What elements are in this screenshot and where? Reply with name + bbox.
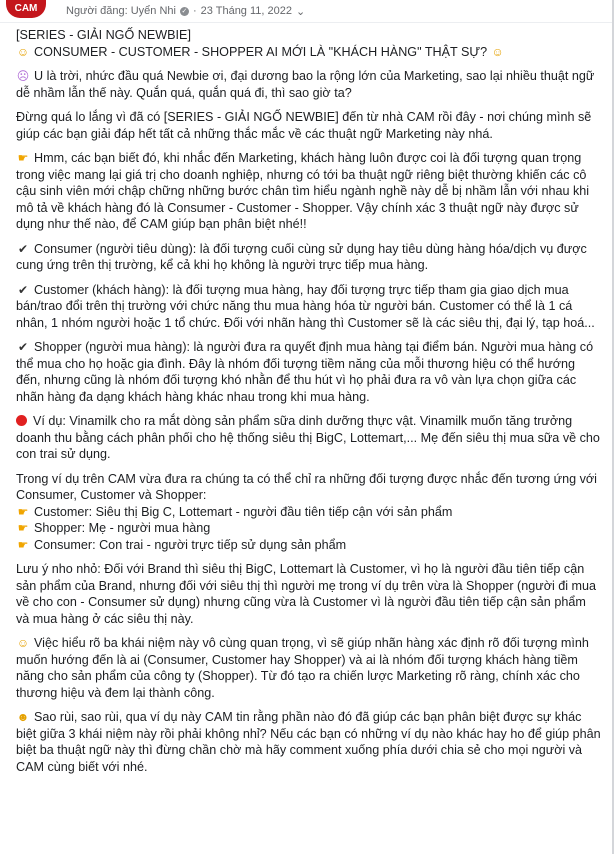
paragraph-example-intro: Trong ví dụ trên CAM vừa đưa ra chúng ta có thể chỉ ra những đối tượng được nhắc đến tương ứng với Consumer, Customer và Shopper:: [16, 471, 597, 502]
pointing-hand-icon: ☛: [17, 521, 29, 535]
chevron-down-icon[interactable]: ⌄: [295, 5, 306, 18]
thinking-face-icon: ☺: [491, 44, 504, 59]
check-mark-icon: ✔: [17, 340, 29, 354]
post-date[interactable]: 23 Tháng 11, 2022: [200, 5, 292, 17]
paragraph-customer: ✔ Customer (khách hàng): là đối tượng mua hàng, hay đối tượng trực tiếp tham gia giao dịch mua bán/trao đổi trên thị trường với chức năng thu mua hàng hóa từ người bán. Customer có thể là 1 cá nhân, 1 nhóm người hoặc 1 tổ chức. Đối với nhãn hàng thì Customer sẽ là các siêu thị, đại lý, tạp hoá...: [16, 282, 595, 330]
paragraph-consumer: ✔ Consumer (người tiêu dùng): là đối tượng cuối cùng sử dụng hay tiêu dùng hàng hóa/dịch vụ được cung ứng trên thị trường, kể cả khi họ không là người trực tiếp mua hàng.: [16, 241, 587, 272]
paragraph-example: Ví dụ: Vinamilk cho ra mắt dòng sản phẩm sữa dinh dưỡng thực vật. Vinamilk muốn tăng trưởng doanh thu bằng cách phân phối cho hệ thống siêu thị BigC, Lottemart,... Mẹ đến siêu thị mua sữa về cho con trai sử dụng.: [16, 414, 600, 461]
meta-separator: ·: [192, 5, 197, 17]
pointing-hand-icon: ☛: [17, 151, 29, 165]
list-item: ☛ Customer: Siêu thị Big C, Lottemart - người đầu tiên tiếp cận với sản phẩm: [17, 504, 453, 519]
heart-eyes-face-icon: ☻: [16, 710, 30, 724]
red-circle-icon: [16, 415, 27, 426]
paragraph-intro: ☹ U là trời, nhức đầu quá Newbie ơi, đại dương bao la rộng lớn của Marketing, sao lại nhiều thuật ngữ dễ nhầm lẫn thế này. Quắn quá, quắn quá đi, thì sao giờ ta?: [16, 69, 595, 100]
brand-logo[interactable]: CAM: [6, 0, 46, 18]
list-item: ☛ Shopper: Mẹ - người mua hàng: [17, 521, 211, 535]
post-meta: [66, 5, 305, 18]
post-title-line-2: ☺ CONSUMER - CUSTOMER - SHOPPER AI MỚI LÀ "KHÁCH HÀNG" THẬT SỰ? ☺: [16, 44, 504, 59]
thinking-face-icon: ☺: [16, 44, 30, 59]
paragraph-context: ☛ Hmm, các bạn biết đó, khi nhắc đến Marketing, khách hàng luôn được coi là đối tượng quan trọng trong việc mang lại giá trị cho doanh nghiệp, nhưng có tới ba thuật ngữ riêng biệt thường khiến các cô cậu sinh viên mới chập chững những bước chân tìm hiểu ngành nghề này dễ bị nhầm lẫn với nhau khi mô tả về khách hàng đó là Consumer - Customer - Shopper. Vậy chính xác 3 thuật ngữ này được sử dụng như thế nào, để CAM giúp bạn phân biệt nhé!!: [16, 151, 590, 231]
paragraph-series: Đừng quá lo lắng vì đã có [SERIES - GIẢI NGỐ NEWBIE] đến từ nhà CAM rồi đây - nơi chúng mình sẽ giúp các bạn giải đáp hết tất cả những thắc mắc về các thuật ngữ Marketing này nhá.: [16, 110, 592, 141]
crying-face-icon: ☹: [16, 69, 30, 83]
paragraph-note: Lưu ý nho nhỏ: Đối với Brand thì siêu thị BigC, Lottemart là Customer, vì họ là người đầu tiên tiếp cận sản phẩm của Brand, nhưng đối với siêu thị thì người mẹ trong ví dụ trên vừa là Shopper (người đi mua về cho con - Consumer sử dụng) nhưng cũng vừa là Customer vì là người đầu tiên tiếp cận sản phẩm và mua hàng ở các siêu thị này.: [16, 562, 597, 626]
check-mark-icon: ✔: [17, 241, 29, 256]
paragraph-shopper: ✔ Shopper (người mua hàng): là người đưa ra quyết định mua hàng tại điểm bán. Người mua hàng có thể mua cho họ hoặc gia đình. Đây là nhóm đối tượng tiềm năng của mỗi thương hiệu có thể hướng đến, nhưng cũng là nhóm đối tượng khó nhằn để thu hút vì họ phải đưa ra vô vàn lựa chọn giữa các nhãn hàng đa dạng khách hàng khác nhau trong khi mua hàng.: [16, 340, 594, 404]
post-body: [0, 23, 612, 775]
verified-icon: ✓: [181, 7, 188, 15]
post-header: [0, 0, 612, 23]
check-mark-icon: ✔: [17, 282, 29, 297]
post-title-line-1: [SERIES - GIẢI NGỐ NEWBIE]: [16, 28, 191, 42]
pointing-hand-icon: ☛: [17, 504, 29, 519]
paragraph-importance: ☺ Việc hiểu rõ ba khái niệm này vô cùng quan trọng, vì sẽ giúp nhãn hàng xác định rõ đối tượng mình muốn hướng đến là ai (Consumer, Customer hay Shopper) và ai là nhóm đối tượng khách hàng tiềm năng cho sản phẩm của công ty (Shopper). Từ đó tạo ra chiến lược Marketing rõ ràng, chính xác cho thương hiệu và đem lại thành công.: [16, 636, 589, 700]
author-label[interactable]: Người đăng: Uyển Nhi: [66, 5, 176, 17]
pointing-hand-icon: ☛: [17, 537, 29, 552]
smiling-face-icon: ☺: [16, 636, 30, 650]
list-item: ☛ Consumer: Con trai - người trực tiếp sử dụng sản phẩm: [17, 537, 347, 552]
paragraph-closing: ☻ Sao rùi, sao rùi, qua ví dụ này CAM tin rằng phần nào đó đã giúp các bạn phân biệt được sự khác biệt giữa 3 khái niệm này rồi phải không nhỉ? Nếu các bạn có những ví dụ nào khác hay ho để giúp phân biệt ba thuật ngữ này thì đừng chần chờ mà hãy comment xuống phía dưới chia sẻ cho mọi người và CAM cùng biết với nhé.: [16, 710, 601, 774]
